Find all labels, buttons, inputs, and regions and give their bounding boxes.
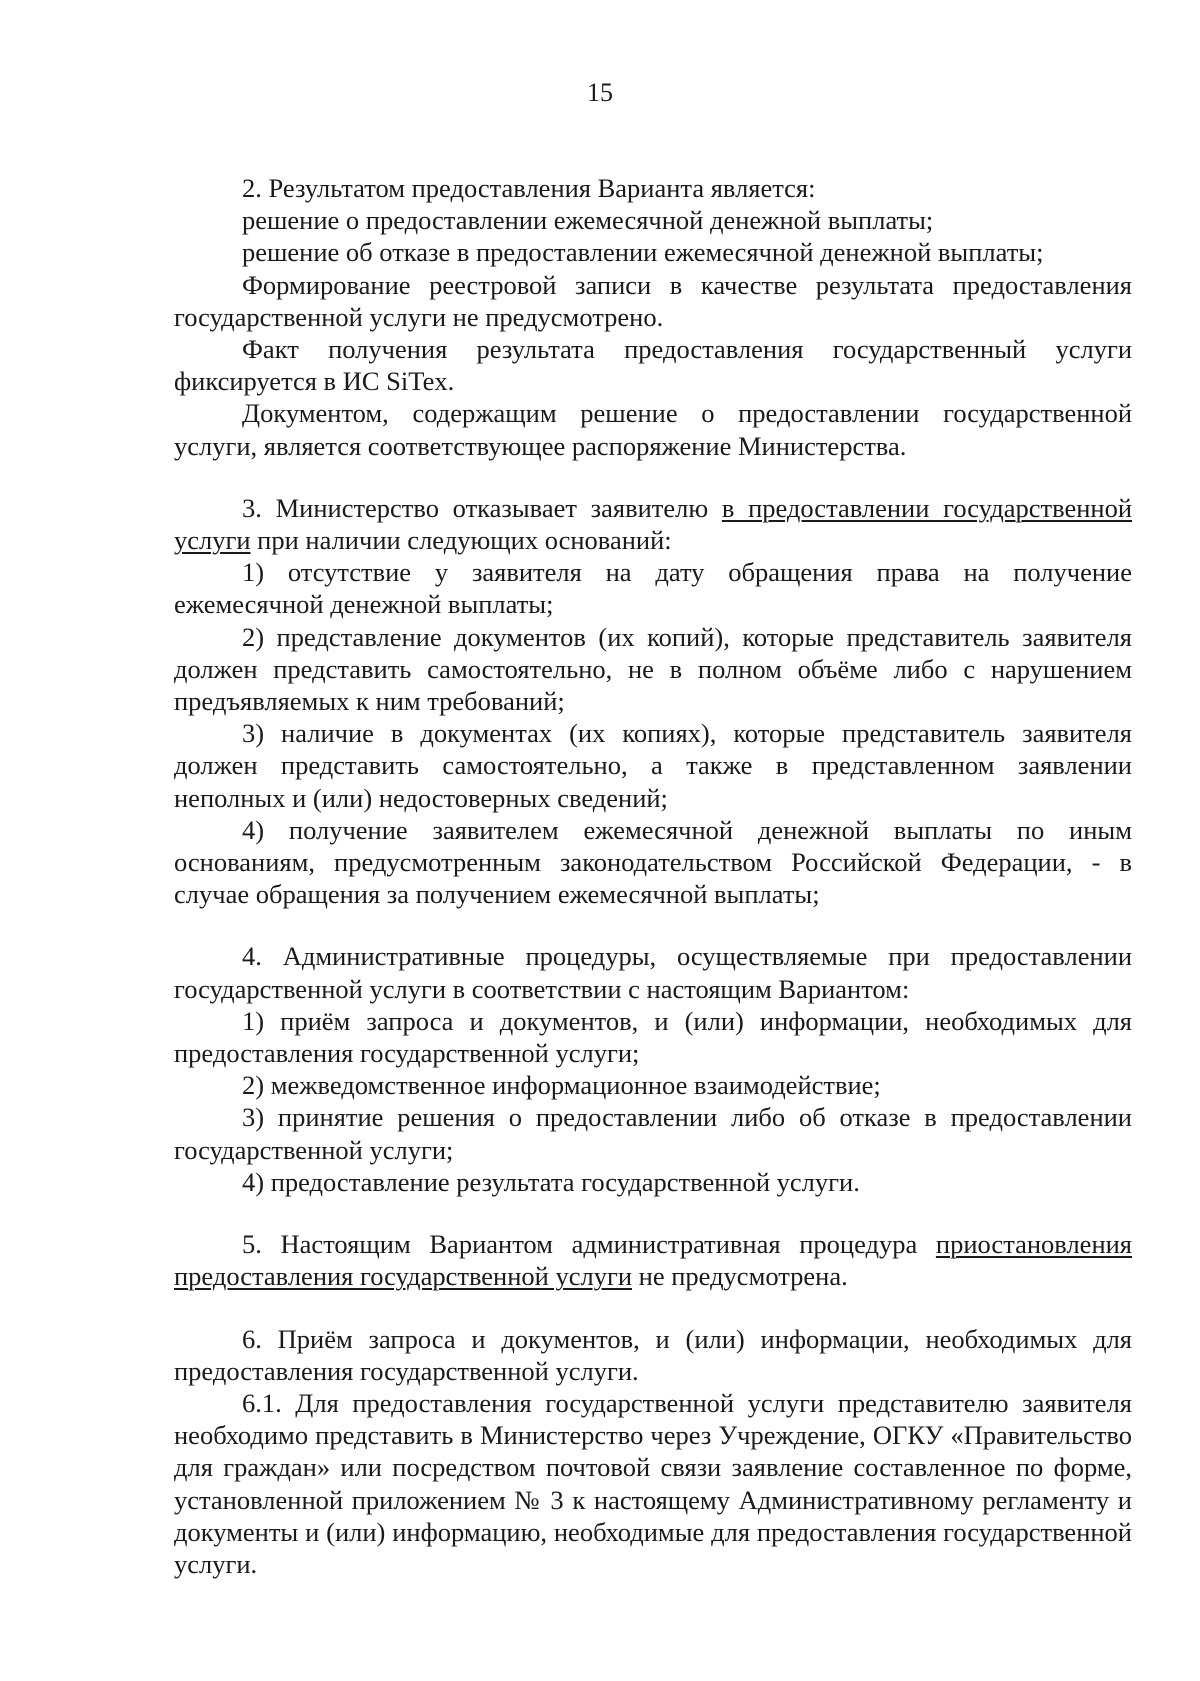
section-4-item-2: 2) межведомственное информационное взаимодействие;	[242, 1070, 881, 1101]
section-5-lead-pre: 5. Настоящим Вариантом административная процедура	[242, 1229, 936, 1260]
section-5-heading	[174, 1228, 1132, 1292]
section-4-heading: 4. Административные процедуры, осуществляемые при предоставлении государственной услуги в соответствии с настоящим Вариантом:	[174, 941, 1132, 1004]
section-3-item-4: 4) получение заявителем ежемесячной денежной выплаты по иным основаниям, предусмотренным законодательством Российской Федерации, - в случае обращения за получением ежемесячной выплаты;	[174, 814, 1132, 910]
section-2-heading: 2. Результатом предоставления Варианта является:	[242, 173, 816, 203]
section-4-item-4: 4) предоставление результата государственной услуги.	[242, 1166, 860, 1197]
section-2-document-note: Документом, содержащим решение о предоставлении государственной услуги, является соответствующее распоряжение Министерства.	[174, 398, 1132, 461]
section-3-heading	[174, 492, 1132, 556]
section-4-item-3: 3) принятие решения о предоставлении либо об отказе в предоставлении государственной услуги;	[174, 1102, 1132, 1165]
section-6-1-paragraph: 6.1. Для предоставления государственной услуги представителю заявителя необходимо представить в Министерство через Учреждение, ОГКУ «Правительство для граждан» или посредством почтовой связи заявление составленное по форме, установленной приложением № 3 к настоящему Административному регламенту и документы и (или) информацию, необходимые для предоставления государственной услуги.	[174, 1387, 1132, 1579]
section-2-result-refusal: решение об отказе в предоставлении ежемесячной денежной выплаты;	[242, 237, 1044, 268]
document-body	[174, 172, 1132, 1580]
section-6-heading: 6. Приём запроса и документов, и (или) информации, необходимых для предоставления государственной услуги.	[174, 1323, 1132, 1386]
section-2-fact-note: Факт получения результата предоставления государственный услуги фиксируется в ИС SiTex.	[174, 334, 1132, 397]
section-3-lead-post: при наличии следующих оснований:	[250, 525, 672, 556]
section-2-result-grant: решение о предоставлении ежемесячной денежной выплаты;	[242, 205, 934, 236]
section-5-lead-underlined: приостановления предоставления государственной услуги	[174, 1229, 1132, 1292]
section-3-lead-underlined: в предоставлении государственной услуги	[174, 492, 1132, 556]
section-4-item-1: 1) приём запроса и документов, и (или) информации, необходимых для предоставления государственной услуги;	[174, 1005, 1132, 1069]
section-3-item-1: 1) отсутствие у заявителя на дату обращения права на получение ежемесячной денежной выплаты;	[174, 557, 1132, 620]
section-5-lead-post: не предусмотрена.	[632, 1261, 848, 1292]
section-2-registry-note: Формирование реестровой записи в качестве результата предоставления государственной услуги не предусмотрено.	[174, 269, 1132, 332]
section-3-item-2: 2) представление документов (их копий), которые представитель заявителя должен представить самостоятельно, не в полном объёме либо с нарушением предъявляемых к ним требований;	[174, 621, 1132, 717]
section-3-item-3: 3) наличие в документах (их копиях), которые представитель заявителя должен представить самостоятельно, а также в представленном заявлении неполных и (или) недостоверных сведений;	[174, 718, 1132, 813]
page-number: 15	[587, 78, 613, 107]
section-3-lead-pre: 3. Министерство отказывает заявителю	[242, 492, 722, 523]
